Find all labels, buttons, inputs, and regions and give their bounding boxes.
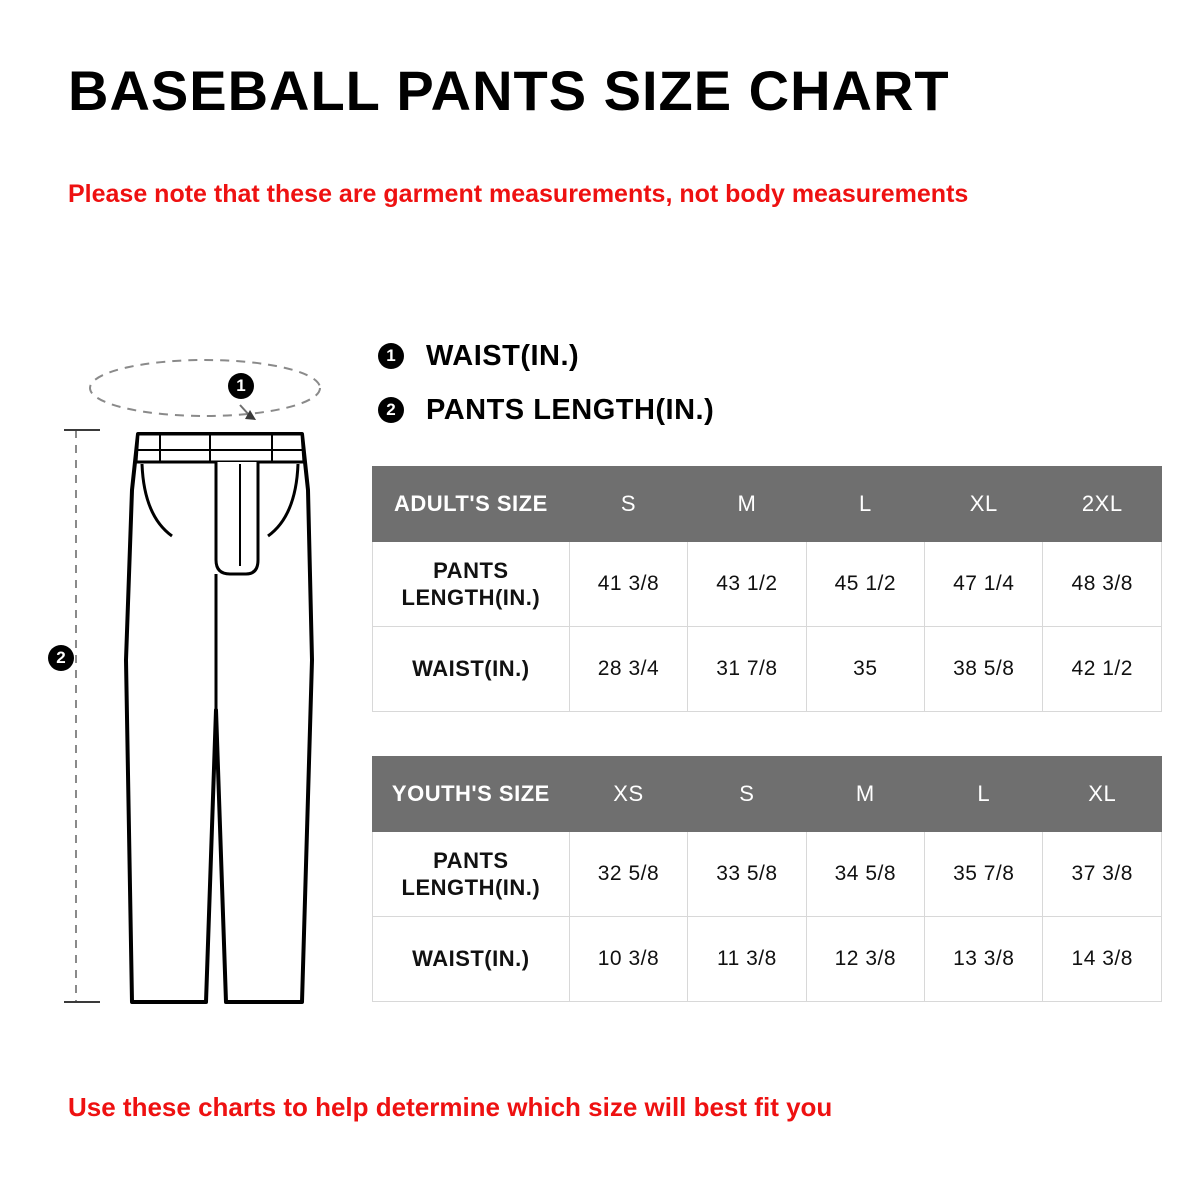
- adult-length-s: 41 3/8: [569, 542, 687, 627]
- youth-row-label-waist: WAIST(IN.): [373, 917, 570, 1002]
- youth-col-s: S: [688, 757, 806, 832]
- adult-length-2xl: 48 3/8: [1043, 542, 1162, 627]
- youth-col-xs: XS: [569, 757, 687, 832]
- youth-size-header: YOUTH'S SIZE: [373, 757, 570, 832]
- youth-waist-s: 11 3/8: [688, 917, 806, 1002]
- adult-size-header: ADULT'S SIZE: [373, 467, 570, 542]
- youth-waist-xl: 14 3/8: [1043, 917, 1162, 1002]
- youth-waist-l: 13 3/8: [925, 917, 1043, 1002]
- legend-item-length: [378, 388, 714, 432]
- table-row: [373, 917, 1162, 1002]
- table-header-row: [373, 467, 1162, 542]
- youth-length-s: 33 5/8: [688, 832, 806, 917]
- legend-item-waist: [378, 334, 714, 378]
- table-row: [373, 832, 1162, 917]
- adult-length-l: 45 1/2: [806, 542, 924, 627]
- adult-waist-m: 31 7/8: [688, 627, 806, 712]
- adult-col-m: M: [688, 467, 806, 542]
- adult-length-m: 43 1/2: [688, 542, 806, 627]
- youth-length-l: 35 7/8: [925, 832, 1043, 917]
- illustration-marker-two-icon: 2: [48, 645, 74, 671]
- adult-size-table: [372, 466, 1162, 712]
- adult-waist-l: 35: [806, 627, 924, 712]
- page-title: BASEBALL PANTS SIZE CHART: [68, 59, 950, 122]
- adult-col-2xl: 2XL: [1043, 467, 1162, 542]
- measurement-legend: [378, 334, 714, 442]
- youth-size-table: [372, 756, 1162, 1002]
- garment-measurement-note: Please note that these are garment measurements, not body measurements: [68, 180, 969, 208]
- youth-row-label-pants-length: PANTS LENGTH(IN.): [373, 832, 570, 917]
- youth-col-m: M: [806, 757, 924, 832]
- adult-row-label-waist: WAIST(IN.): [373, 627, 570, 712]
- adult-col-l: L: [806, 467, 924, 542]
- youth-col-l: L: [925, 757, 1043, 832]
- adult-length-xl: 47 1/4: [925, 542, 1043, 627]
- adult-waist-xl: 38 5/8: [925, 627, 1043, 712]
- legend-label-length: PANTS LENGTH(IN.): [426, 393, 715, 426]
- marker-one-icon: 1: [378, 343, 404, 369]
- youth-col-xl: XL: [1043, 757, 1162, 832]
- marker-two-icon: 2: [378, 397, 404, 423]
- table-row: [373, 542, 1162, 627]
- adult-col-s: S: [569, 467, 687, 542]
- legend-label-waist: WAIST(IN.): [426, 339, 580, 372]
- table-row: [373, 627, 1162, 712]
- pants-diagram-svg: [40, 330, 370, 1020]
- youth-waist-xs: 10 3/8: [569, 917, 687, 1002]
- youth-length-xl: 37 3/8: [1043, 832, 1162, 917]
- adult-col-xl: XL: [925, 467, 1043, 542]
- pants-illustration: [40, 330, 370, 1020]
- adult-waist-s: 28 3/4: [569, 627, 687, 712]
- footer-help-note: Use these charts to help determine which size will best fit you: [68, 1092, 833, 1122]
- illustration-marker-one-icon: 1: [228, 373, 254, 399]
- youth-waist-m: 12 3/8: [806, 917, 924, 1002]
- youth-length-m: 34 5/8: [806, 832, 924, 917]
- table-header-row: [373, 757, 1162, 832]
- adult-row-label-pants-length: PANTS LENGTH(IN.): [373, 542, 570, 627]
- adult-waist-2xl: 42 1/2: [1043, 627, 1162, 712]
- youth-length-xs: 32 5/8: [569, 832, 687, 917]
